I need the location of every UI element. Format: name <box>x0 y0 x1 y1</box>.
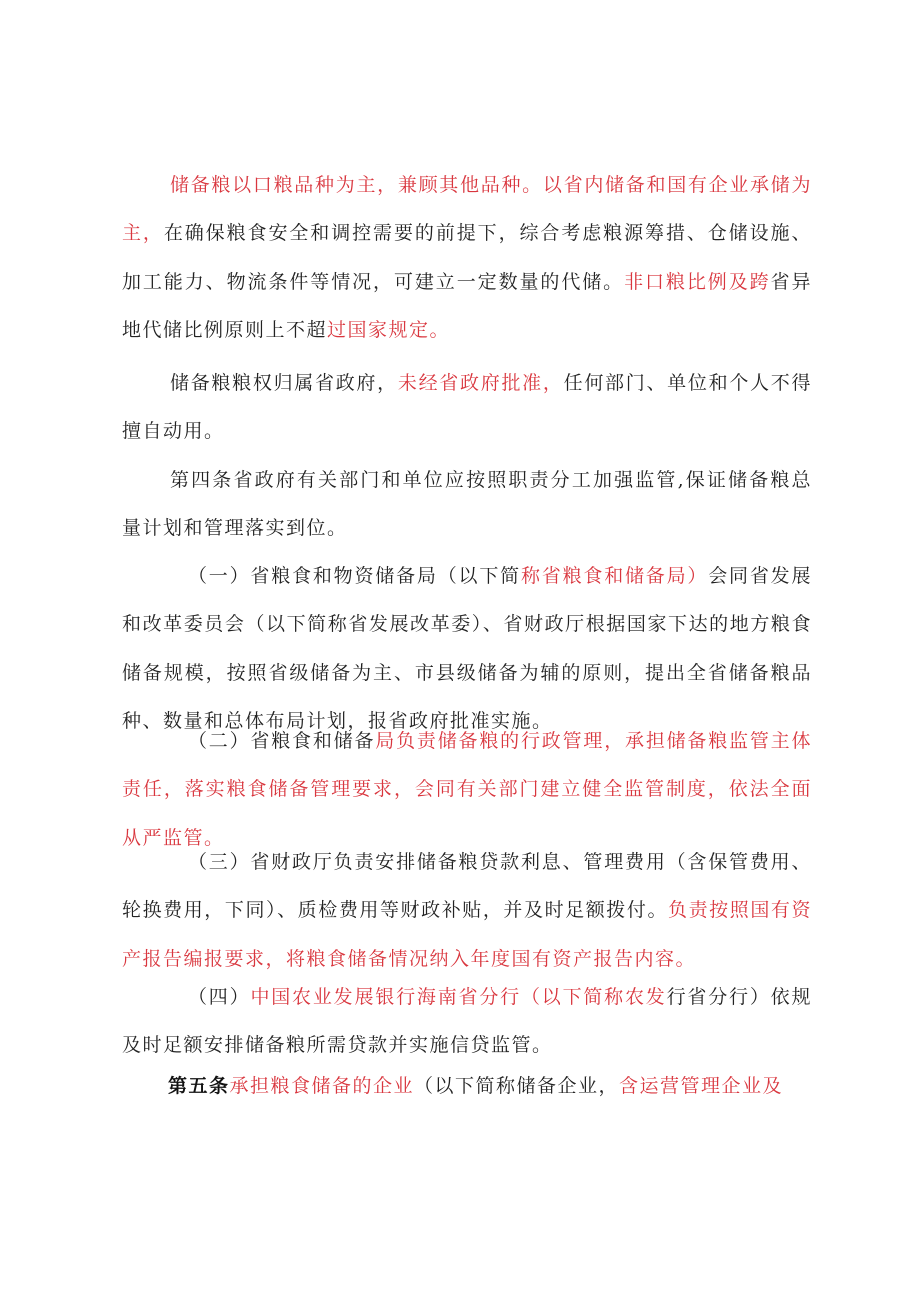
text-normal: （三）省财政厅负责安排储备粮贷款利息、管理费用（含保管费用、轮换费用，下同）、质检费用等财政补贴，并及时足额拨付。 <box>122 851 812 922</box>
text-normal: 省异地代储比例原则上不超 <box>122 270 812 341</box>
text-highlight: 非口粮比例及跨 <box>624 270 771 293</box>
paragraph-grain-varieties <box>122 161 812 354</box>
text-normal: 行省分行）依规及时足额安排储备粮所需贷款并实施信贷监管。 <box>122 986 812 1057</box>
text-highlight: 未经省政府批准， <box>397 372 564 394</box>
text-normal: （以下简称储备企业， <box>414 1075 620 1097</box>
article-number: 第五条 <box>168 1075 230 1097</box>
text-highlight: 过国家规定。 <box>327 318 451 341</box>
paragraph-article-4 <box>122 456 812 553</box>
text-highlight: 中国农业发展银行海南省分行（以下简称农发 <box>250 986 667 1008</box>
text-highlight: 负责按照国有资产报告编报要求，将粮食储备情况纳入年度国有资产报告内容。 <box>122 899 812 970</box>
text-normal: 任何部门、单位和个人不得擅自动用。 <box>122 372 812 443</box>
paragraph-article-5 <box>168 1062 812 1110</box>
text-normal: 会同省发展和改革委员会（以下简称省发展改革委）、省财政厅根据国家下达的地方粮食储备规模，按照省级储备为主、市县级储备为辅的原则，提出全省储备粮品种、数量和总体布局计划，报省政府批准实施。 <box>122 565 812 732</box>
paragraph-item-3 <box>122 838 812 983</box>
text-normal: （一）省粮食和物资储备局（以下简 <box>188 565 521 587</box>
text-highlight: 承担粮食储备的企业 <box>229 1075 415 1097</box>
text-normal: 储备粮粮权归属省政府， <box>170 372 398 394</box>
text-normal: （四） <box>188 986 251 1008</box>
text-highlight: 称省粮食和储备局） <box>520 565 709 587</box>
text-normal: （二）省粮食和储备 <box>188 730 376 752</box>
text-normal: 第四条省政府有关部门和单位应按照职责分工加强监管,保证储备粮总量计划和管理落实到位。 <box>122 469 812 540</box>
paragraph-item-4 <box>122 973 812 1070</box>
text-normal: 在确保粮食安全和调控需要的前提下，综合考虑粮源筹措、仓储设施、加工能力、物流条件等情况，可建立一定数量的代储。 <box>122 222 812 293</box>
text-highlight: 储备粮以口粮品种为主，兼顾其他品种。以省内储备和国有企业承储为主， <box>122 174 812 245</box>
text-highlight: 局负责储备粮的行政管理，承担储备粮监管主体责任，落实粮食储备管理要求，会同有关部门建立健全监管制度，依法全面从严监管。 <box>122 730 812 849</box>
paragraph-ownership <box>122 359 812 456</box>
text-highlight: 含运营管理企业及 <box>619 1075 784 1097</box>
